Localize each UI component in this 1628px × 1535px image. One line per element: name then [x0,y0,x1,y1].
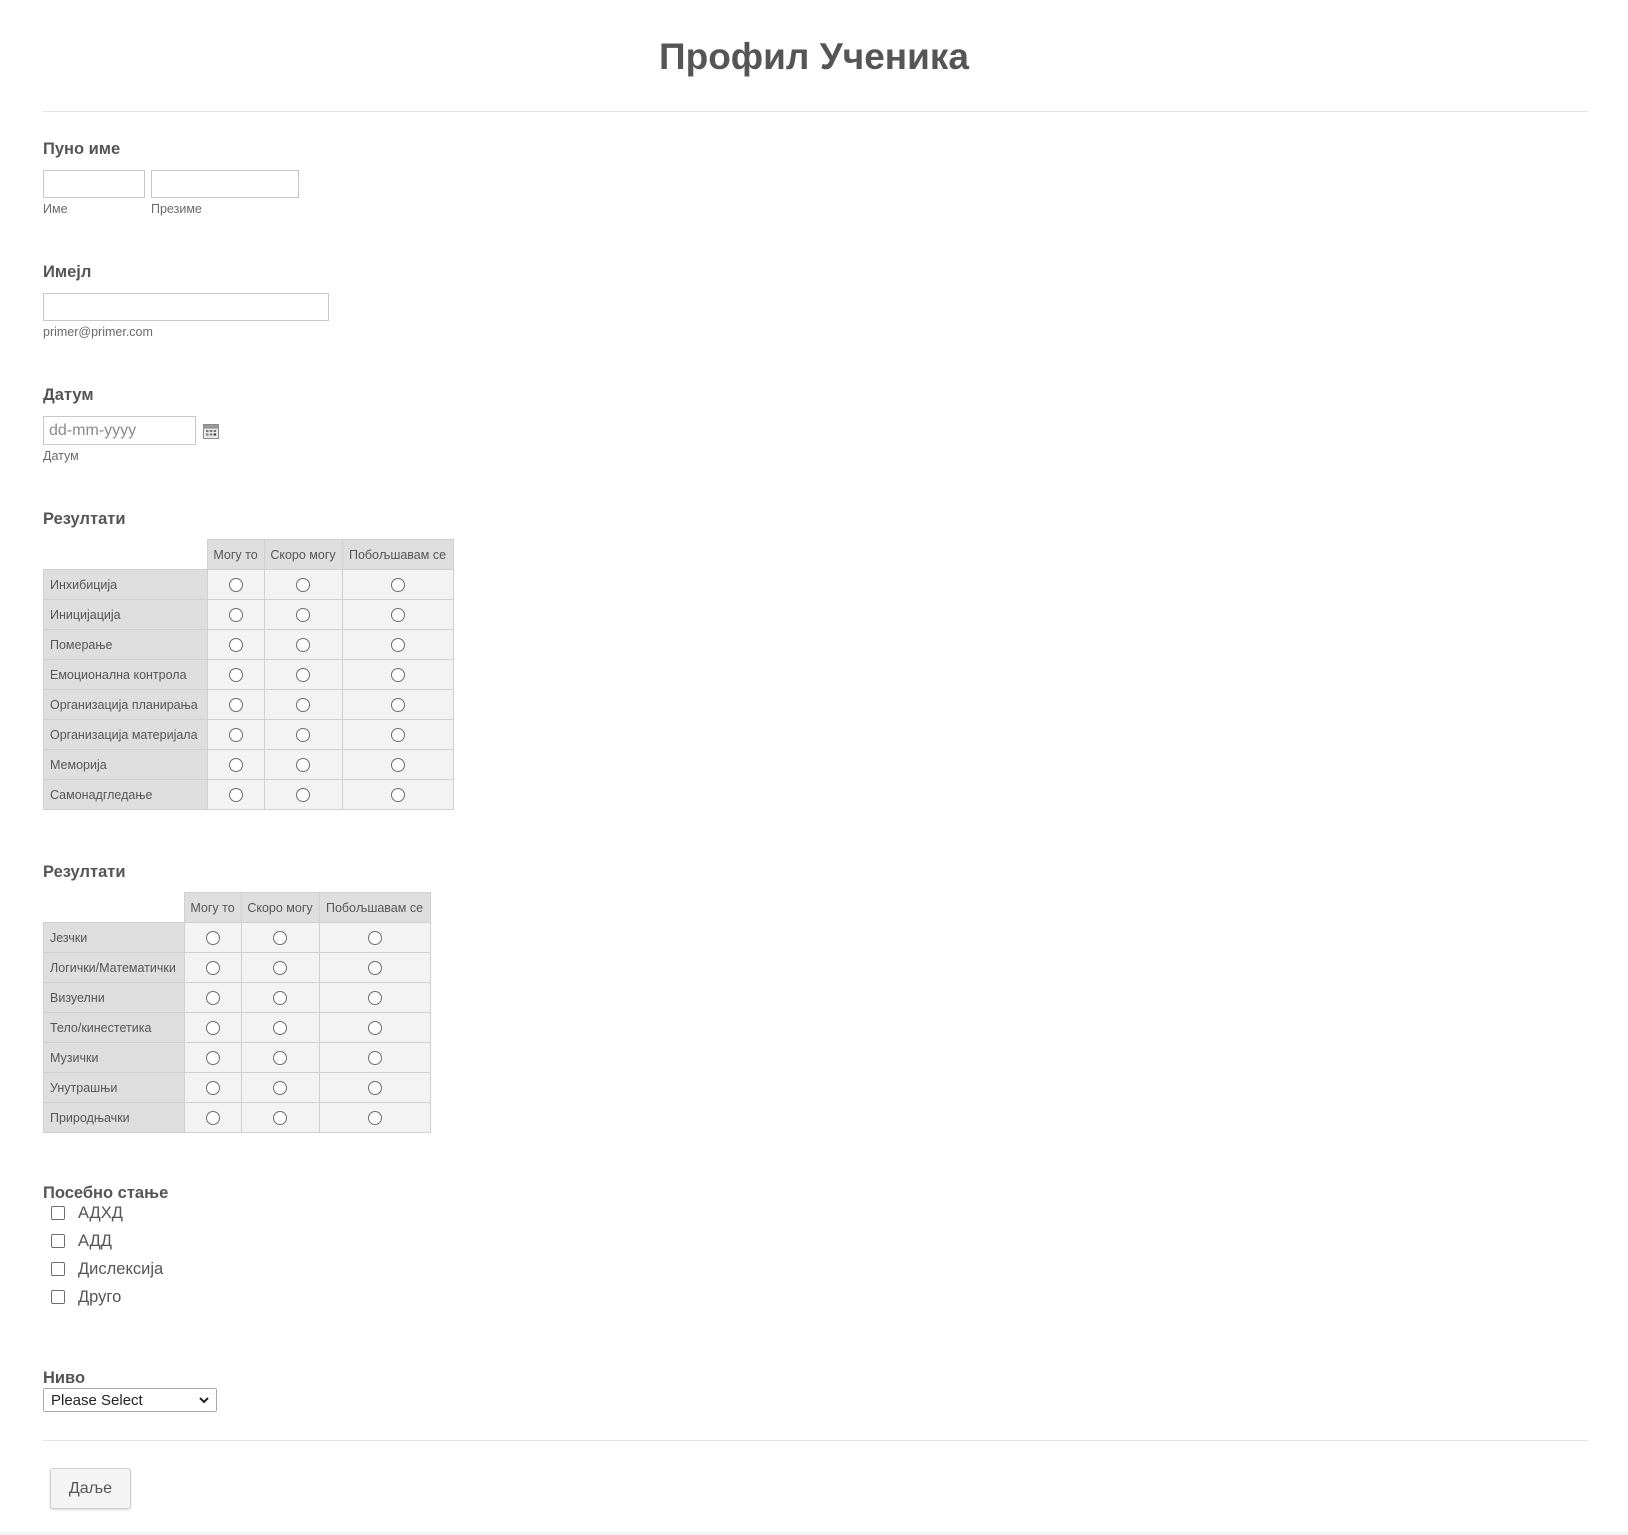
matrix2-radio[interactable] [368,1021,382,1035]
matrix1-col-header: Побољшавам се [342,540,453,570]
matrix2-row-label: Тело/кинестетика [44,1013,185,1043]
matrix2-cell [319,953,430,983]
matrix2-cell [319,983,430,1013]
calendar-icon[interactable] [203,423,219,439]
matrix1-cell [264,690,342,720]
matrix1-radio[interactable] [391,608,405,622]
matrix1-row-label: Иницијација [44,600,208,630]
matrix2-cell [184,1043,241,1073]
matrix1-row-label: Организација планирања [44,690,208,720]
matrix1-row [44,780,454,810]
next-button[interactable]: Даље [50,1468,131,1509]
matrix1-radio[interactable] [391,698,405,712]
matrix1-row [44,660,454,690]
matrix-corner [44,540,208,570]
special-condition-option-label: АДД [78,1231,112,1250]
matrix2-cell [184,1013,241,1043]
matrix2-radio[interactable] [273,1111,287,1125]
last-name-input[interactable] [151,170,299,198]
matrix1-radio[interactable] [229,698,243,712]
special-condition-option[interactable] [51,1230,112,1252]
matrix2-radio[interactable] [206,1081,220,1095]
matrix2-radio[interactable] [206,991,220,1005]
matrix1-row [44,720,454,750]
matrix1-cell [207,750,264,780]
date-sublabel: Датум [43,449,79,463]
matrix2-cell [184,1073,241,1103]
matrix2-row [44,1073,431,1103]
matrix1-radio[interactable] [391,668,405,682]
matrix2-radio[interactable] [206,1051,220,1065]
matrix2-cell [241,1103,319,1133]
matrix1-radio[interactable] [391,578,405,592]
special-condition-option[interactable] [51,1202,123,1224]
matrix1-col-header: Скоро могу [264,540,342,570]
matrix1-table [43,539,454,810]
matrix1-body [44,570,454,810]
matrix1-radio[interactable] [391,638,405,652]
matrix2-row [44,1043,431,1073]
matrix2-row [44,1013,431,1043]
matrix2-row-label: Музички [44,1043,185,1073]
matrix2-radio[interactable] [368,1051,382,1065]
matrix2-radio[interactable] [273,1021,287,1035]
matrix1-cell [342,750,453,780]
matrix1-cell [342,660,453,690]
matrix1-col-header: Могу то [207,540,264,570]
matrix2-cell [241,923,319,953]
matrix-corner [44,893,185,923]
matrix2-radio[interactable] [368,1111,382,1125]
matrix2-radio[interactable] [273,931,287,945]
matrix2-table [43,892,431,1133]
matrix1-radio[interactable] [296,698,310,712]
special-condition-option-label: Друго [78,1287,122,1306]
matrix2-radio[interactable] [368,961,382,975]
matrix1-row-label: Емоционална контрола [44,660,208,690]
email-label: Имејл [43,263,92,281]
matrix2-cell [319,923,430,953]
page-title: Профил Ученика [659,36,969,77]
matrix1-radio[interactable] [229,638,243,652]
matrix1-cell [342,570,453,600]
matrix1-radio[interactable] [296,638,310,652]
matrix2-cell [319,1043,430,1073]
level-select-value: Please Select [51,1391,143,1409]
matrix2-radio[interactable] [273,1081,287,1095]
matrix1-cell [207,600,264,630]
matrix2-cell [184,923,241,953]
matrix2-body [44,923,431,1133]
matrix1-row-label: Инхибиција [44,570,208,600]
special-condition-checkbox[interactable] [51,1206,65,1220]
matrix1-radio[interactable] [296,758,310,772]
matrix1-radio[interactable] [229,668,243,682]
matrix1-cell [342,720,453,750]
special-condition-option[interactable] [51,1258,163,1280]
matrix1-cell [264,570,342,600]
matrix1-cell [264,660,342,690]
matrix1-radio[interactable] [229,728,243,742]
matrix2-cell [319,1103,430,1133]
matrix2-row-label: Природњачки [44,1103,185,1133]
level-select[interactable] [43,1388,217,1412]
matrix2-cell [184,1103,241,1133]
special-condition-checkbox[interactable] [51,1290,65,1304]
matrix1-cell [342,600,453,630]
matrix2-radio[interactable] [206,1021,220,1035]
matrix1-cell [207,690,264,720]
matrix2-cell [241,1043,319,1073]
matrix1-cell [207,720,264,750]
special-condition-option-label: АДХД [78,1203,123,1222]
date-input[interactable] [43,416,196,445]
matrix2-radio[interactable] [206,961,220,975]
matrix2-row-label: Унутрашњи [44,1073,185,1103]
matrix2-col-header: Могу то [184,893,241,923]
header-divider [43,111,1588,112]
matrix1-radio[interactable] [391,758,405,772]
special-condition-checkbox[interactable] [51,1262,65,1276]
matrix1-cell [264,780,342,810]
matrix1-cell [207,660,264,690]
special-condition-option-label: Дислексија [78,1259,164,1278]
first-name-sublabel: Име [43,202,68,216]
matrix2-radio[interactable] [206,931,220,945]
matrix1-radio[interactable] [229,788,243,802]
matrix2-cell [184,983,241,1013]
matrix2-col-header: Скоро могу [241,893,319,923]
matrix2-cell [241,1073,319,1103]
matrix1-label: Резултати [43,510,126,528]
matrix2-col-header: Побољшавам се [319,893,430,923]
date-label: Датум [43,386,94,404]
last-name-sublabel: Презиме [151,202,202,216]
matrix1-radio[interactable] [296,578,310,592]
matrix2-radio[interactable] [273,991,287,1005]
matrix2-row [44,983,431,1013]
matrix1-radio[interactable] [296,728,310,742]
matrix1-cell [342,630,453,660]
full-name-label: Пуно име [43,140,121,158]
level-label: Ниво [43,1369,86,1387]
matrix1-radio[interactable] [391,728,405,742]
matrix2-row [44,953,431,983]
matrix1-row [44,600,454,630]
special-condition-checkbox[interactable] [51,1234,65,1248]
matrix2-radio[interactable] [273,961,287,975]
chevron-down-icon [198,1394,210,1406]
matrix1-cell [342,780,453,810]
matrix2-cell [241,983,319,1013]
matrix1-radio[interactable] [391,788,405,802]
matrix1-cell [264,600,342,630]
matrix1-radio[interactable] [229,758,243,772]
first-name-input[interactable] [43,170,145,198]
matrix2-row-label: Логички/Математички [44,953,185,983]
matrix1-row [44,690,454,720]
matrix1-cell [207,780,264,810]
matrix2-row [44,1103,431,1133]
matrix2-label: Резултати [43,863,126,881]
matrix1-radio[interactable] [296,668,310,682]
matrix2-row [44,923,431,953]
matrix1-row-label: Померање [44,630,208,660]
matrix2-radio[interactable] [368,931,382,945]
matrix1-cell [342,690,453,720]
matrix1-cell [264,720,342,750]
matrix1-radio[interactable] [296,788,310,802]
matrix1-cell [207,570,264,600]
matrix2-radio[interactable] [368,991,382,1005]
special-condition-label: Посебно стање [43,1184,169,1202]
matrix1-radio[interactable] [296,608,310,622]
matrix2-row-label: Језчки [44,923,185,953]
matrix2-cell [319,1013,430,1043]
matrix2-cell [319,1073,430,1103]
matrix2-cell [241,953,319,983]
matrix1-radio[interactable] [229,608,243,622]
matrix1-row-label: Самонадгледање [44,780,208,810]
matrix1-row [44,570,454,600]
matrix1-row [44,750,454,780]
email-sublabel: primer@primer.com [43,325,153,339]
matrix1-row-label: Меморија [44,750,208,780]
matrix1-cell [207,630,264,660]
matrix2-row-label: Визуелни [44,983,185,1013]
footer-divider [43,1440,1588,1441]
matrix1-row-label: Организација материјала [44,720,208,750]
matrix2-cell [184,953,241,983]
matrix2-radio[interactable] [273,1051,287,1065]
matrix2-cell [241,1013,319,1043]
matrix2-radio[interactable] [368,1081,382,1095]
email-field[interactable] [43,293,329,321]
matrix1-cell [264,750,342,780]
special-condition-option[interactable] [51,1286,121,1308]
matrix2-radio[interactable] [206,1111,220,1125]
matrix1-radio[interactable] [229,578,243,592]
matrix1-cell [264,630,342,660]
matrix1-row [44,630,454,660]
